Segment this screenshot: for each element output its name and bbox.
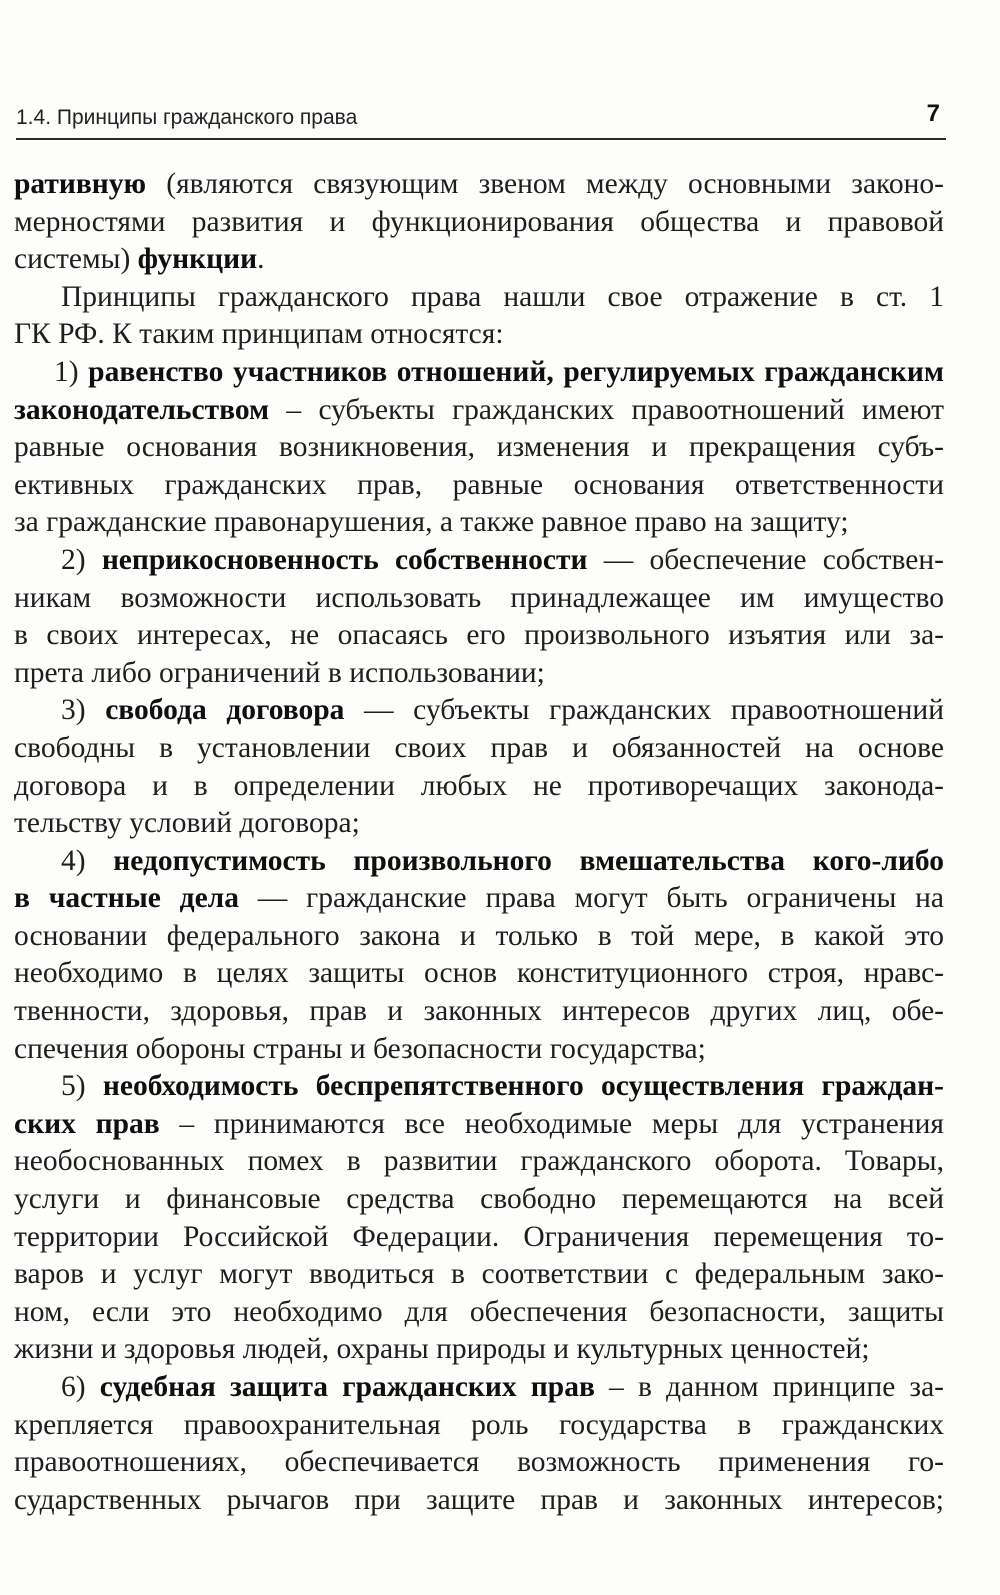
page-body bbox=[14, 166, 944, 1519]
page-number: 7 bbox=[926, 100, 940, 127]
running-header bbox=[16, 98, 946, 140]
paragraph-functions-continuation: ративную (являются связующим звеном между основными законо- мерностями развития и функционирования общества и правовой системы) функции. bbox=[14, 168, 944, 276]
list-item-principle-4: 4) недопустимость произвольного вмешательства кого-либо в частные дела — гражданские права могут быть ограничены на основании федерального закона и только в той мере, в какой это необходимо в целях защиты основ конституционного строя, нравс- твенности, здоровья, прав и законных интересов других лиц, обе- спечения обороны страны и безопасности государства; bbox=[14, 844, 945, 1065]
section-title: 1.4. Принципы гражданского права bbox=[16, 106, 358, 129]
list-item-principle-5: 5) необходимость беспрепятственного осуществления граждан- ских прав – принимаются все необходимые меры для устранения необоснованных помех в развитии гражданского оборота. Товары, услуги и финансовые средства свободно перемещаются на всей территории Российской Федерации. Ограничения перемещения то- варов и услуг могут вводиться в соответствии с федеральным зако- ном, если это необходимо для обеспечения безопасности, защиты жизни и здоровья людей, охраны природы и культурных ценностей; bbox=[14, 1070, 944, 1366]
list-item-principle-3: 3) свобода договора — субъекты гражданских правоотношений свободны в установлении своих прав и обязанностей на основе договора и в определении любых не противоречащих законода- тельству условий договора; bbox=[14, 694, 945, 840]
list-item-principle-2: 2) неприкосновенность собственности — обеспечение собствен- никам возможности использовать принадлежащее им имущество в своих интересах, не опасаясь его произвольного изъятия или за- прета либо ограничений в использовании; bbox=[14, 543, 945, 689]
list-item-principle-1: 1) равенство участников отношений, регулируемых гражданским законодательством – субъекты гражданских правоотношений имеют равные основания возникновения, изменения и прекращения субъ- ективных гражданских прав, равные основания ответственности за гражданские правонарушения, а также равное право на защиту; bbox=[14, 355, 945, 539]
paragraph-principles-intro: Принципы гражданского права нашли свое отражение в ст. 1 ГК РФ. К таким принципам относятся: bbox=[14, 280, 944, 351]
list-item-principle-6: 6) судебная защита гражданских прав – в данном принципе за- крепляется правоохранительная роль государства в гражданских правоотношениях, обеспечивается возможность применения го- сударственных рычагов при защите прав и законных интересов; bbox=[14, 1371, 945, 1516]
